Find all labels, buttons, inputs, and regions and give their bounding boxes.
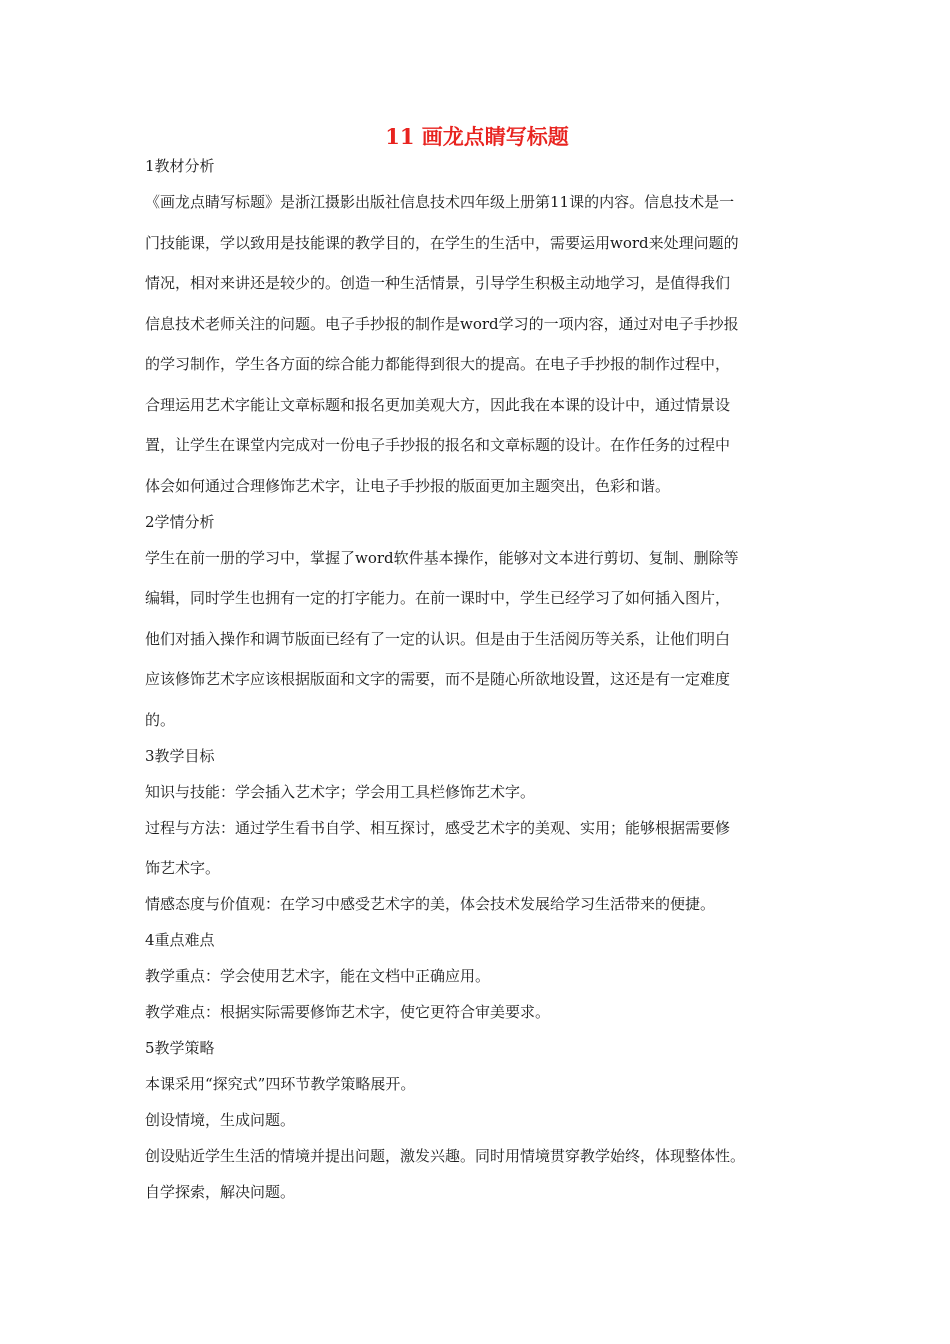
paragraph-line: 情况，相对来讲还是较少的。创造一种生活情景，引导学生积极主动地学习，是值得我们 bbox=[145, 274, 731, 292]
paragraph-line: 《画龙点睛写标题》是浙江摄影出版社信息技术四年级上册第11课的内容。信息技术是一 bbox=[145, 193, 735, 211]
section-heading-student-analysis: 2学情分析 bbox=[145, 512, 215, 531]
paragraph-line: 门技能课，学以致用是技能课的教学目的，在学生的生活中，需要运用word来处理问题的 bbox=[145, 233, 739, 252]
paragraph-line: 置，让学生在课堂内完成对一份电子手抄报的报名和文章标题的设计。在作任务的过程中 bbox=[145, 436, 731, 454]
section-heading-teaching-strategy: 5教学策略 bbox=[145, 1039, 215, 1057]
strategy-step-1-desc: 创设贴近学生生活的情境并提出问题，激发兴趣。同时用情境贯穿教学始终，体现整体性。 bbox=[145, 1147, 746, 1165]
strategy-intro: 本课采用“探究式”四环节教学策略展开。 bbox=[145, 1075, 416, 1093]
section-heading-teaching-goals: 3教学目标 bbox=[145, 746, 215, 765]
strategy-step-1-title: 创设情境，生成问题。 bbox=[145, 1111, 296, 1129]
key-point: 教学重点：学会使用艺术字，能在文档中正确应用。 bbox=[145, 967, 491, 985]
section-heading-key-points: 4重点难点 bbox=[145, 931, 215, 949]
paragraph-line: 信息技术老师关注的问题。电子手抄报的制作是word学习的一项内容，通过对电子手抄报 bbox=[145, 314, 739, 333]
document-page bbox=[145, 118, 809, 1218]
paragraph-line: 编辑，同时学生也拥有一定的打字能力。在前一课时中，学生已经学习了如何插入图片， bbox=[145, 589, 731, 607]
strategy-step-2-title: 自学探索，解决问题。 bbox=[145, 1183, 296, 1201]
document-title: 11 画龙点睛写标题 bbox=[385, 124, 569, 149]
goal-knowledge-skills: 知识与技能：学会插入艺术字；学会用工具栏修饰艺术字。 bbox=[145, 782, 536, 801]
section-heading-textbook-analysis: 1教材分析 bbox=[145, 157, 215, 175]
paragraph-line: 过程与方法：通过学生看书自学、相互探讨，感受艺术字的美观、实用；能够根据需要修 bbox=[145, 818, 731, 837]
paragraph-line: 他们对插入操作和调节版面已经有了一定的认识。但是由于生活阅历等关系，让他们明白 bbox=[145, 629, 731, 648]
paragraph-line: 合理运用艺术字能让文章标题和报名更加美观大方，因此我在本课的设计中，通过情景设 bbox=[145, 395, 731, 414]
paragraph-line: 学生在前一册的学习中，掌握了word软件基本操作，能够对文本进行剪切、复制、删除等 bbox=[145, 548, 739, 567]
difficult-point: 教学难点：根据实际需要修饰艺术字，使它更符合审美要求。 bbox=[145, 1003, 551, 1021]
paragraph-line: 应该修饰艺术字应该根据版面和文字的需要，而不是随心所欲地设置，这还是有一定难度 bbox=[145, 670, 731, 688]
goal-process-methods bbox=[145, 818, 809, 879]
goal-emotion-values: 情感态度与价值观：在学习中感受艺术字的美，体会技术发展给学习生活带来的便捷。 bbox=[145, 895, 716, 913]
paragraph-textbook-analysis bbox=[145, 192, 809, 496]
paragraph-line: 的。 bbox=[145, 710, 176, 729]
paragraph-line: 体会如何通过合理修饰艺术字，让电子手抄报的版面更加主题突出，色彩和谐。 bbox=[145, 476, 671, 495]
paragraph-line: 饰艺术字。 bbox=[145, 859, 221, 877]
paragraph-line: 的学习制作，学生各方面的综合能力都能得到很大的提高。在电子手抄报的制作过程中， bbox=[145, 355, 731, 373]
paragraph-student-analysis bbox=[145, 548, 809, 730]
